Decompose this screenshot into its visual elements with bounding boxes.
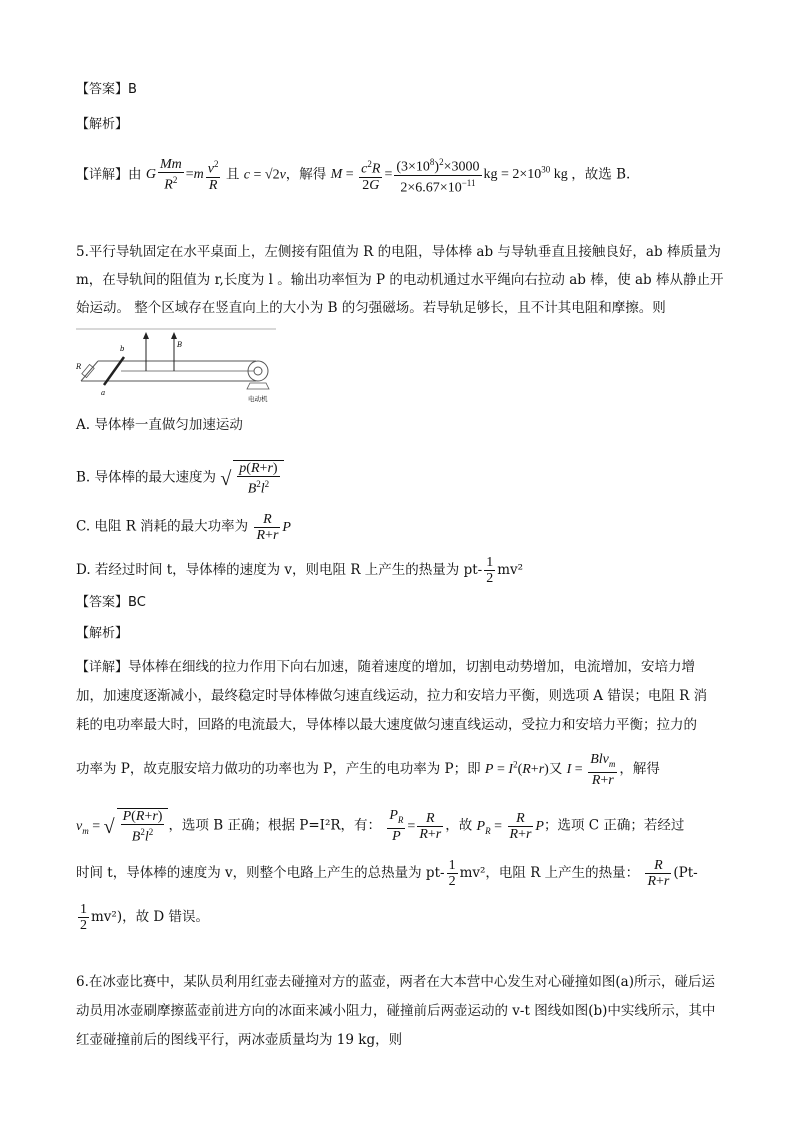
q5-detail-line4: 功率为 P，故克服安培力做功的功率也为 P，产生的电功率为 P；即 $P = I^2(R+r)$又 I = $\frac{Blv_m}{R+r}$ ，解得 — [76, 752, 660, 788]
current-equation: I = $\frac{Blv_m}{R+r}$ — [566, 752, 616, 788]
q5-detail-line1: 【详解】导体棒在细线的拉力作用下向右加速，随着速度的增加，切割电动势增加，电流增加，安培力增 — [76, 659, 696, 675]
q5-analysis-tag: 【解析】 — [76, 626, 129, 641]
q5-detail-line5: $v_m$ = √ $\frac{P(R+r)}{B^2l^2}$ ，选项 B 正确；根据 P=I²R，有： $\frac{P_R}{P}$ = $\frac{R}{R+r}$ ，故 $P_R$ = $\frac{R}{R+r}$ P；选项 C 正确；若经过 — [76, 808, 685, 845]
q5-stem-line3: 始运动。 整个区域存在竖直向上的大小为 B 的匀强磁场。若导轨足够长，且不计其电阻和摩擦。则 — [76, 300, 666, 316]
q5-stem-line2: m，在导轨间的阻值为 r,长度为 l 。输出功率恒为 P 的电动机通过水平绳向右拉动 ab 棒，使 ab 棒从静止开 — [76, 272, 724, 288]
label-motor: 电动机 — [248, 395, 268, 403]
resistance-ratio: $\frac{R}{R+r}$ — [647, 858, 670, 889]
label-R: R — [76, 363, 82, 371]
power-equation: $P = I^2(R+r)$ — [484, 759, 549, 778]
q4-detail-line: 【详解】由 G $\frac{Mm}{R^2}$ =m $\frac{v^2}{R}$ 且 c = √2v，解得 M = $\frac{c^2R}{2G}$ = $\frac{(3\times 10^8)^2\times 3000}{2\times 6.67\times 10^{-11}}$ kg = $2\times 10^{30}$ kg ，故选 B. — [76, 157, 631, 196]
speed-relation: c = √2v — [243, 167, 286, 183]
power-ratio-equation: $\frac{P_R}{P}$ = $\frac{R}{R+r}$ — [389, 808, 442, 845]
q5-detail-line2: 加，加速度逐渐减小，最终稳定时导体棒做匀速直线运动，拉力和安培力平衡，则选项 A 错误；电阻 R 消 — [76, 688, 708, 704]
half-fraction: $\frac{1}{2}$ — [486, 555, 494, 586]
q5-detail-line6: 时间 t，导体棒的速度为 v，则整个电路上产生的总热量为 pt- $\frac{1}{2}$ mv²，电阻 R 上产生的热量： $\frac{R}{R+r}$ (Pt- — [76, 858, 698, 889]
max-speed-expression: √ $\frac{p(R+r)}{B^2l^2}$ — [220, 471, 283, 486]
q4-answer-line — [76, 80, 137, 100]
label-B: B — [177, 341, 183, 349]
max-power-expression: $\frac{R}{R+r}$ P — [256, 512, 291, 543]
field-arrow-1-head — [143, 332, 149, 339]
half-fraction: $\frac{1}{2}$ — [448, 858, 456, 889]
mass-equation: M = $\frac{c^2R}{2G}$ = $\frac{(3\times 10^8)^2\times 3000}{2\times 6.67\times 10^{-11}}$ kg = $2\times 10^{30}$ kg — [330, 157, 572, 196]
q6-stem-line3: 红壶碰撞前后的图线平行，两冰壶质量均为 19 kg，则 — [76, 1032, 403, 1048]
q5-answer: BC — [128, 595, 146, 610]
pr-equation: $P_R$ = $\frac{R}{R+r}$ P — [476, 810, 544, 842]
q4-answer: B — [128, 82, 137, 97]
q6-stem-line1: 6.在冰壶比赛中，某队员利用红壶去碰撞对方的蓝壶，两者在大本营中心发生对心碰撞如图(a)所示，碰后运 — [76, 974, 715, 990]
rail-motor-diagram — [76, 327, 276, 405]
q5-option-d: D. 若经过时间 t，导体棒的速度为 v，则电阻 R 上产生的热量为 pt- $\frac{1}{2}$ mv² — [76, 555, 524, 586]
q5-answer-line — [76, 593, 146, 613]
gravity-equation: G $\frac{Mm}{R^2}$ =m $\frac{v^2}{R}$ — [145, 157, 219, 193]
q5-option-b: B. 导体棒的最大速度为 √ $\frac{p(R+r)}{B^2l^2}$ — [76, 460, 284, 497]
field-arrow-2-head — [171, 332, 177, 339]
label-a: a — [101, 389, 106, 397]
detail-tag: 【详解】 — [76, 660, 129, 675]
vm-equation: $v_m$ = √ $\frac{P(R+r)}{B^2l^2}$ — [76, 819, 168, 834]
detail-tag: 【详解】 — [76, 167, 129, 183]
q6-stem-line2: 动员用冰壶刷摩擦蓝壶前进方向的冰面来减小阻力，碰撞前后两壶运动的 v-t 图线如图(b)中实线所示，其中 — [76, 1003, 716, 1019]
q5-option-c: C. 电阻 R 消耗的最大功率为 $\frac{R}{R+r}$ P — [76, 512, 291, 543]
motor-shaft — [254, 367, 262, 375]
q5-option-a: A. 导体棒一直做匀加速运动 — [76, 417, 243, 433]
q5-detail-line7: $\frac{1}{2}$ mv²)，故 D 错误。 — [80, 902, 210, 933]
resistor — [82, 364, 94, 377]
answer-tag: 【答案】 — [76, 82, 129, 97]
q5-stem-line1: 5.平行导轨固定在水平桌面上，左侧接有阻值为 R 的电阻，导体棒 ab 与导轨垂直且接触良好，ab 棒质量为 — [76, 244, 721, 260]
half-fraction: $\frac{1}{2}$ — [80, 902, 87, 933]
q4-analysis-tag: 【解析】 — [76, 117, 129, 132]
answer-tag: 【答案】 — [76, 595, 129, 610]
q5-detail-line3: 耗的电功率最大时，回路的电流最大，导体棒以最大速度做匀速直线运动，受拉力和安培力平衡；拉力的 — [76, 717, 697, 733]
motor-base — [247, 383, 269, 389]
label-b: b — [120, 345, 125, 353]
